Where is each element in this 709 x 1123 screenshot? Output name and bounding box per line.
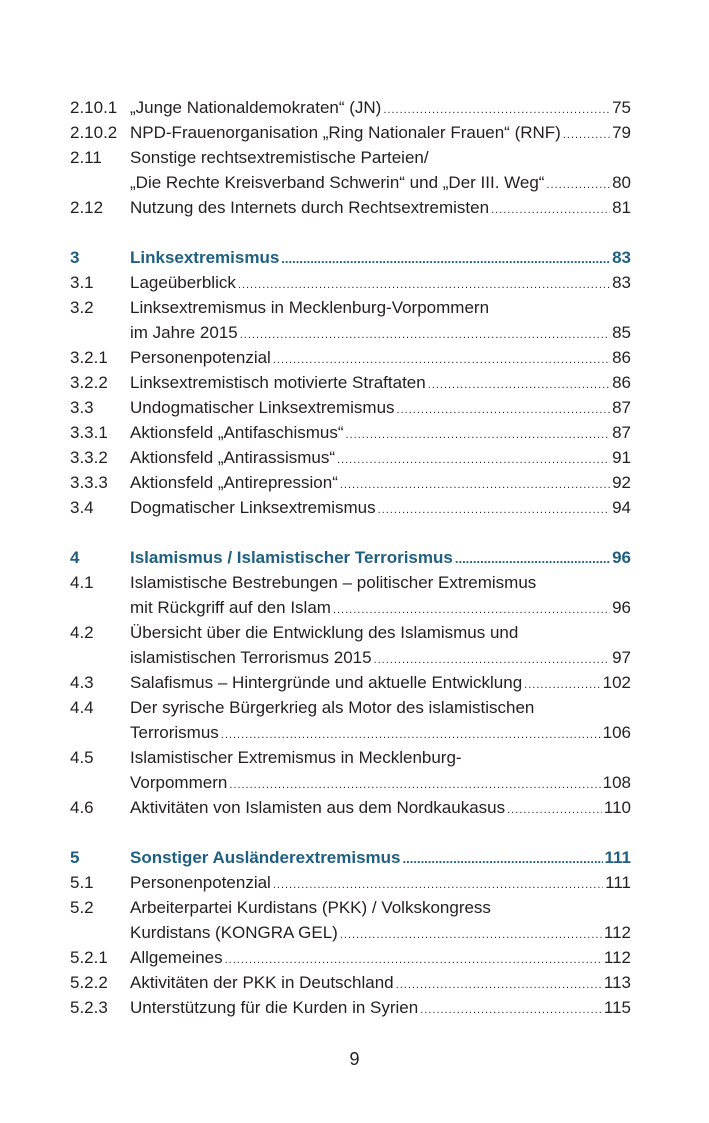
toc-entry-title: Sonstiger Ausländerextremismus xyxy=(130,848,401,867)
toc-entry-number: 3.2.2 xyxy=(70,373,108,392)
toc-entry-leader-line xyxy=(130,345,631,370)
toc-entry-body xyxy=(130,695,631,745)
toc-entry-title-line: Islamistischer Extremismus in Mecklenburg- xyxy=(130,748,462,767)
toc-entry-body xyxy=(130,95,631,120)
toc-entry-leader-line xyxy=(130,245,631,270)
toc-entry-number: 3.3 xyxy=(70,398,94,417)
toc-entry-leader-line xyxy=(130,870,631,895)
toc-entry-title: Aktionsfeld „Antirepression“ xyxy=(130,473,338,492)
toc-entry-title: Islamismus / Islamistischer Terrorismus xyxy=(130,548,453,567)
toc-chapter-entry xyxy=(70,245,631,270)
toc-chapter-entry xyxy=(70,545,631,570)
toc-entry-number: 3.2 xyxy=(70,298,94,317)
toc-entry-page: 115 xyxy=(603,998,631,1017)
toc-entry xyxy=(70,145,631,195)
toc-entry-title: Unterstützung für die Kurden in Syrien xyxy=(130,998,419,1017)
toc-entry-number: 3 xyxy=(70,248,80,267)
toc-entry-leader-line xyxy=(130,170,631,195)
toc-entry-leader-line xyxy=(130,920,631,945)
toc-entry xyxy=(70,370,631,395)
toc-entry-title: Nutzung des Internets durch Rechtsextremisten xyxy=(130,198,490,217)
toc-entry xyxy=(70,670,631,695)
toc-entry-leader-line xyxy=(130,445,631,470)
toc-entry-title: Personenpotenzial xyxy=(130,348,271,367)
toc-entry xyxy=(70,295,631,345)
toc-entry-number: 2.10.1 xyxy=(70,98,118,117)
toc-entry-body xyxy=(130,295,631,345)
toc-entry-leader-line xyxy=(130,795,631,820)
toc-entry-page: 80 xyxy=(612,173,631,192)
toc-entry-page: 106 xyxy=(602,723,631,742)
toc-entry-body xyxy=(130,370,631,395)
toc-entry-number: 2.12 xyxy=(70,198,104,217)
toc-entry-number: 5.2 xyxy=(70,898,94,917)
toc-entry-number: 4.4 xyxy=(70,698,94,717)
dot-leader xyxy=(420,998,602,1023)
toc-entry-title: Terrorismus xyxy=(130,723,219,742)
toc-entry-body xyxy=(130,845,631,870)
toc-entry-leader-line xyxy=(130,645,631,670)
toc-entry-body xyxy=(130,995,631,1020)
toc-entry-number: 4 xyxy=(70,548,80,567)
toc-entry-body xyxy=(130,195,631,220)
toc-entry-title: Lageüberblick xyxy=(130,273,236,292)
toc-entry-title: Aktionsfeld „Antifaschismus“ xyxy=(130,423,344,442)
toc-entry-leader-line xyxy=(130,720,631,745)
toc-entry-title: Aktivitäten von Islamisten aus dem Nordkaukasus xyxy=(130,798,506,817)
toc-entry-page: 91 xyxy=(612,448,631,467)
dot-leader xyxy=(281,246,610,271)
toc-entry-body xyxy=(130,470,631,495)
toc-entry-body xyxy=(130,745,631,795)
toc-entry xyxy=(70,995,631,1020)
toc-entry-title: Salafismus – Hintergründe und aktuelle Entwicklung xyxy=(130,673,523,692)
toc-entry-page: 96 xyxy=(612,598,631,617)
toc-entry-page: 79 xyxy=(612,123,631,142)
dot-leader xyxy=(403,846,603,871)
toc-entry-body xyxy=(130,395,631,420)
toc-entry-leader-line xyxy=(130,195,631,220)
toc-entry-page: 96 xyxy=(612,548,631,567)
toc-entry xyxy=(70,495,631,520)
table-of-contents xyxy=(70,95,631,1020)
toc-entry xyxy=(70,695,631,745)
toc-entry-body xyxy=(130,870,631,895)
toc-entry xyxy=(70,570,631,620)
toc-entry-body xyxy=(130,270,631,295)
dot-leader xyxy=(455,546,610,571)
toc-entry-number: 5.2.3 xyxy=(70,998,108,1017)
toc-entry-title: islamistischen Terrorismus 2015 xyxy=(130,648,372,667)
toc-entry-body xyxy=(130,420,631,445)
toc-entry-page: 87 xyxy=(612,398,631,417)
toc-entry-number: 3.4 xyxy=(70,498,94,517)
toc-entry-body xyxy=(130,545,631,570)
toc-entry-page: 85 xyxy=(612,323,631,342)
toc-entry xyxy=(70,945,631,970)
toc-entry xyxy=(70,870,631,895)
toc-entry-leader-line xyxy=(130,320,631,345)
toc-entry-body xyxy=(130,345,631,370)
toc-entry-title: Vorpommern xyxy=(130,773,228,792)
toc-entry-leader-line xyxy=(130,845,631,870)
toc-entry xyxy=(70,395,631,420)
toc-entry-page: 112 xyxy=(603,948,631,967)
toc-entry-title-line: Arbeiterpartei Kurdistans (PKK) / Volkskongress xyxy=(130,898,491,917)
toc-entry-body xyxy=(130,445,631,470)
toc-entry-title-line: Der syrische Bürgerkrieg als Motor des islamistischen xyxy=(130,698,535,717)
toc-entry-title: Personenpotenzial xyxy=(130,873,271,892)
toc-entry-page: 81 xyxy=(612,198,631,217)
toc-entry-page: 83 xyxy=(612,248,631,267)
toc-entry-title: im Jahre 2015 xyxy=(130,323,238,342)
toc-entry-number: 4.2 xyxy=(70,623,94,642)
toc-entry xyxy=(70,195,631,220)
toc-entry-number: 4.6 xyxy=(70,798,94,817)
toc-entry-title: „Die Rechte Kreisverband Schwerin“ und „Der III. Weg“ xyxy=(130,173,545,192)
toc-entry xyxy=(70,95,631,120)
toc-entry-leader-line xyxy=(130,470,631,495)
toc-entry-title-line: Übersicht über die Entwicklung des Islamismus und xyxy=(130,623,519,642)
toc-entry-leader-line xyxy=(130,770,631,795)
toc-entry-leader-line xyxy=(130,270,631,295)
toc-entry-number: 3.2.1 xyxy=(70,348,108,367)
toc-entry-leader-line xyxy=(130,945,631,970)
toc-entry-page: 94 xyxy=(612,498,631,517)
toc-entry-page: 108 xyxy=(602,773,631,792)
toc-entry-title-line: Linksextremismus in Mecklenburg-Vorpommern xyxy=(130,298,490,317)
toc-entry-leader-line xyxy=(130,595,631,620)
toc-entry-page: 83 xyxy=(612,273,631,292)
toc-entry-number: 4.5 xyxy=(70,748,94,767)
toc-entry xyxy=(70,745,631,795)
toc-entry-body xyxy=(130,145,631,195)
toc-entry-body xyxy=(130,670,631,695)
toc-entry-page: 102 xyxy=(602,673,631,692)
toc-entry-body xyxy=(130,245,631,270)
toc-entry-number: 4.3 xyxy=(70,673,94,692)
toc-entry-title: NPD-Frauenorganisation „Ring Nationaler Frauen“ (RNF) xyxy=(130,123,561,142)
toc-entry xyxy=(70,270,631,295)
toc-entry-leader-line xyxy=(130,120,631,145)
dot-leader xyxy=(491,198,610,223)
toc-entry-page: 111 xyxy=(605,873,631,892)
toc-entry-page: 97 xyxy=(612,648,631,667)
toc-entry-page: 110 xyxy=(603,798,631,817)
toc-entry-body xyxy=(130,795,631,820)
toc-entry-leader-line xyxy=(130,95,631,120)
toc-entry-body xyxy=(130,945,631,970)
toc-entry-page: 113 xyxy=(603,973,631,992)
toc-entry-leader-line xyxy=(130,670,631,695)
toc-entry-number: 2.10.2 xyxy=(70,123,118,142)
toc-entry xyxy=(70,620,631,670)
toc-entry-number: 3.3.3 xyxy=(70,473,108,492)
toc-entry-title: Undogmatischer Linksextremismus xyxy=(130,398,395,417)
toc-entry-number: 5 xyxy=(70,848,80,867)
toc-entry-leader-line xyxy=(130,995,631,1020)
toc-entry-body xyxy=(130,620,631,670)
toc-entry-number: 3.1 xyxy=(70,273,94,292)
toc-entry-number: 2.11 xyxy=(70,148,102,167)
toc-entry-body xyxy=(130,970,631,995)
toc-entry xyxy=(70,345,631,370)
toc-entry-number: 3.3.2 xyxy=(70,448,108,467)
toc-entry xyxy=(70,470,631,495)
toc-entry-number: 3.3.1 xyxy=(70,423,108,442)
toc-entry-page: 87 xyxy=(612,423,631,442)
toc-entry-title: Aktionsfeld „Antirassismus“ xyxy=(130,448,336,467)
toc-entry-title-line: Islamistische Bestrebungen – politischer Extremismus xyxy=(130,573,537,592)
toc-entry-page: 86 xyxy=(612,348,631,367)
toc-entry-leader-line xyxy=(130,495,631,520)
toc-entry-page: 86 xyxy=(612,373,631,392)
toc-entry-page: 92 xyxy=(612,473,631,492)
toc-entry-number: 5.2.2 xyxy=(70,973,108,992)
toc-entry xyxy=(70,120,631,145)
toc-entry-title: mit Rückgriff auf den Islam xyxy=(130,598,331,617)
toc-entry-title: Linksextremismus xyxy=(130,248,280,267)
toc-entry-body xyxy=(130,120,631,145)
toc-entry-leader-line xyxy=(130,395,631,420)
toc-entry-number: 5.1 xyxy=(70,873,94,892)
toc-entry-title: Allgemeines xyxy=(130,948,223,967)
toc-entry-leader-line xyxy=(130,420,631,445)
toc-entry-title: Dogmatischer Linksextremismus xyxy=(130,498,376,517)
toc-entry xyxy=(70,445,631,470)
toc-entry-leader-line xyxy=(130,970,631,995)
toc-entry-body xyxy=(130,495,631,520)
toc-entry xyxy=(70,970,631,995)
toc-entry-body xyxy=(130,895,631,945)
toc-entry-title: Kurdistans (KONGRA GEL) xyxy=(130,923,338,942)
toc-entry-page: 75 xyxy=(612,98,631,117)
toc-entry xyxy=(70,895,631,945)
toc-entry-body xyxy=(130,570,631,620)
toc-entry-title: Linksextremistisch motivierte Straftaten xyxy=(130,373,426,392)
dot-leader xyxy=(507,798,602,823)
toc-entry-leader-line xyxy=(130,370,631,395)
dot-leader xyxy=(378,498,610,523)
toc-entry-title: „Junge Nationaldemokraten“ (JN) xyxy=(130,98,382,117)
toc-entry-leader-line xyxy=(130,545,631,570)
toc-entry-page: 111 xyxy=(604,848,631,867)
toc-entry-page: 112 xyxy=(603,923,631,942)
toc-chapter-entry xyxy=(70,845,631,870)
toc-entry xyxy=(70,420,631,445)
toc-entry-title: Aktivitäten der PKK in Deutschland xyxy=(130,973,394,992)
toc-entry-number: 4.1 xyxy=(70,573,94,592)
toc-entry-number: 5.2.1 xyxy=(70,948,108,967)
page-number: 9 xyxy=(349,1049,360,1069)
toc-entry xyxy=(70,795,631,820)
toc-entry-title-line: Sonstige rechtsextremistische Parteien/ xyxy=(130,148,429,167)
